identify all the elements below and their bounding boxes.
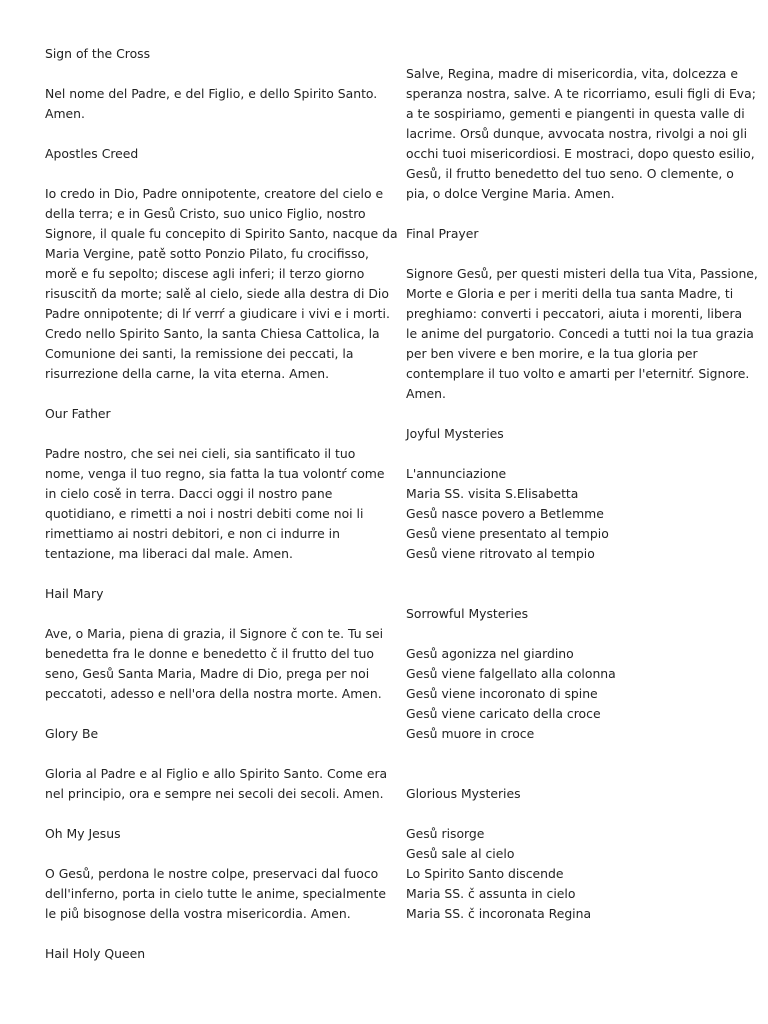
- text-line: nel principio, ora e sempre nei secoli dei secoli. Amen.: [45, 786, 384, 801]
- sorrowful-mystery-item: Gesů viene incoronato di spine: [406, 686, 598, 701]
- joyful-mystery-item: Gesů viene presentato al tempio: [406, 526, 609, 541]
- text-line: Padre onnipotente; di lŕ verrŕ a giudicare i vivi e i morti.: [45, 306, 390, 321]
- text-line: nome, venga il tuo regno, sia fatta la tua volontŕ come: [45, 466, 385, 481]
- sorrowful-mysteries-heading: Sorrowful Mysteries: [406, 606, 529, 621]
- oh-my-jesus-heading: Oh My Jesus: [45, 826, 121, 841]
- text-line: risuscitň da morte; salě al cielo, siede alla destra di Dio: [45, 286, 389, 301]
- final-prayer-heading: Final Prayer: [406, 226, 479, 241]
- glorious-mysteries-heading: Glorious Mysteries: [406, 786, 521, 801]
- text-line: in cielo cosě in terra. Dacci oggi il nostro pane: [45, 486, 333, 501]
- text-line: tentazione, ma liberaci dal male. Amen.: [45, 546, 293, 561]
- text-line: benedetta fra le donne e benedetto č il frutto del tuo: [45, 646, 374, 661]
- glorious-mystery-item: Lo Spirito Santo discende: [406, 866, 564, 881]
- text-line: preghiamo: converti i peccatori, aiuta i morenti, libera: [406, 306, 743, 321]
- text-line: Morte e Gloria e per i meriti della tua santa Madre, ti: [406, 286, 734, 301]
- sorrowful-mystery-item: Gesů viene falgellato alla colonna: [406, 666, 616, 681]
- hail-mary-heading: Hail Mary: [45, 586, 104, 601]
- left-column: [45, 44, 398, 984]
- apostles-creed-heading: Apostles Creed: [45, 146, 139, 161]
- text-line: Salve, Regina, madre di misericordia, vita, dolcezza e: [406, 66, 738, 81]
- text-line: per ben vivere e ben morire, e la tua gloria per: [406, 346, 698, 361]
- text-line: Io credo in Dio, Padre onnipotente, creatore del cielo e: [45, 186, 384, 201]
- sorrowful-mystery-item: Gesů muore in croce: [406, 726, 535, 741]
- text-line: seno, Gesů Santa Maria, Madre di Dio, prega per noi: [45, 666, 370, 681]
- text-line: Amen.: [406, 386, 446, 401]
- joyful-mystery-item: Gesů viene ritrovato al tempio: [406, 546, 595, 561]
- text-line: morě e fu sepolto; discese agli inferi; il terzo giorno: [45, 266, 365, 281]
- sign-of-cross-heading: Sign of the Cross: [45, 46, 151, 61]
- glory-be-text: [45, 764, 388, 804]
- text-line: occhi tuoi misericordiosi. E mostraci, dopo questo esilio,: [406, 146, 755, 161]
- hail-mary-text: [45, 624, 384, 704]
- joyful-mystery-item: Gesů nasce povero a Betlemme: [406, 506, 604, 521]
- text-line: Comunione dei santi, la remissione dei peccati, la: [45, 346, 354, 361]
- text-line: Gesů, il frutto benedetto del tuo seno. O clemente, o: [406, 166, 734, 181]
- apostles-creed-text: [45, 184, 398, 384]
- text-line: contemplare il tuo volto e amarti per l'eternitŕ. Signore.: [406, 366, 750, 381]
- sorrowful-mystery-item: Gesů agonizza nel giardino: [406, 646, 574, 661]
- glorious-mystery-item: Maria SS. č assunta in cielo: [406, 886, 576, 901]
- text-line: rimettiamo ai nostri debitori, e non ci indurre in: [45, 526, 340, 541]
- hail-holy-queen-heading: Hail Holy Queen: [45, 946, 146, 961]
- hail-holy-queen-text: [406, 64, 756, 204]
- text-line: dell'inferno, porta in cielo tutte le anime, specialmente: [45, 886, 386, 901]
- text-line: a te sospiriamo, gementi e piangenti in questa valle di: [406, 106, 745, 121]
- glorious-mysteries-list: [406, 824, 751, 924]
- text-line: Signore Gesů, per questi misteri della tua Vita, Passione,: [406, 266, 758, 281]
- text-line: speranza nostra, salve. A te ricorriamo, esuli figli di Eva;: [406, 86, 756, 101]
- text-line: Gloria al Padre e al Figlio e allo Spirito Santo. Come era: [45, 766, 388, 781]
- text-line: Signore, il quale fu concepito di Spirito Santo, nacque da: [45, 226, 398, 241]
- final-prayer-text: [406, 264, 758, 404]
- glory-be-heading: Glory Be: [45, 726, 99, 741]
- right-column: [406, 64, 758, 944]
- joyful-mystery-item: L'annunciazione: [406, 466, 507, 481]
- joyful-mysteries-list: [406, 464, 751, 564]
- text-line: risurrezione della carne, la vita eterna. Amen.: [45, 366, 330, 381]
- text-line: Ave, o Maria, piena di grazia, il Signore č con te. Tu sei: [45, 626, 384, 641]
- joyful-mystery-item: Maria SS. visita S.Elisabetta: [406, 486, 579, 501]
- text-line: pia, o dolce Vergine Maria. Amen.: [406, 186, 615, 201]
- text-line: Amen.: [45, 106, 85, 121]
- text-line: Nel nome del Padre, e del Figlio, e dello Spirito Santo.: [45, 86, 378, 101]
- our-father-heading: Our Father: [45, 406, 111, 421]
- glorious-mystery-item: Gesů sale al cielo: [406, 846, 515, 861]
- sorrowful-mystery-item: Gesů viene caricato della croce: [406, 706, 601, 721]
- text-line: quotidiano, e rimetti a noi i nostri debiti come noi li: [45, 506, 364, 521]
- text-line: peccatoti, adesso e nell'ora della nostra morte. Amen.: [45, 686, 382, 701]
- text-line: Maria Vergine, patě sotto Ponzio Pilato, fu crocifisso,: [45, 246, 369, 261]
- our-father-text: [45, 444, 385, 564]
- glorious-mystery-item: Gesů risorge: [406, 826, 485, 841]
- text-line: O Gesů, perdona le nostre colpe, preservaci dal fuoco: [45, 866, 379, 881]
- sorrowful-mysteries-list: [406, 644, 751, 744]
- text-line: lacrime. Orsů dunque, avvocata nostra, rivolgi a noi gli: [406, 126, 748, 141]
- text-line: della terra; e in Gesů Cristo, suo unico Figlio, nostro: [45, 206, 366, 221]
- glorious-mystery-item: Maria SS. č incoronata Regina: [406, 906, 592, 921]
- text-line: le piů bisognose della vostra misericordia. Amen.: [45, 906, 351, 921]
- text-line: Padre nostro, che sei nei cieli, sia santificato il tuo: [45, 446, 356, 461]
- oh-my-jesus-text: [45, 864, 386, 924]
- sign-of-cross-text: [45, 84, 378, 124]
- text-line: le anime del purgatorio. Concedi a tutti noi la tua grazia: [406, 326, 754, 341]
- text-line: Credo nello Spirito Santo, la santa Chiesa Cattolica, la: [45, 326, 380, 341]
- joyful-mysteries-heading: Joyful Mysteries: [406, 426, 504, 441]
